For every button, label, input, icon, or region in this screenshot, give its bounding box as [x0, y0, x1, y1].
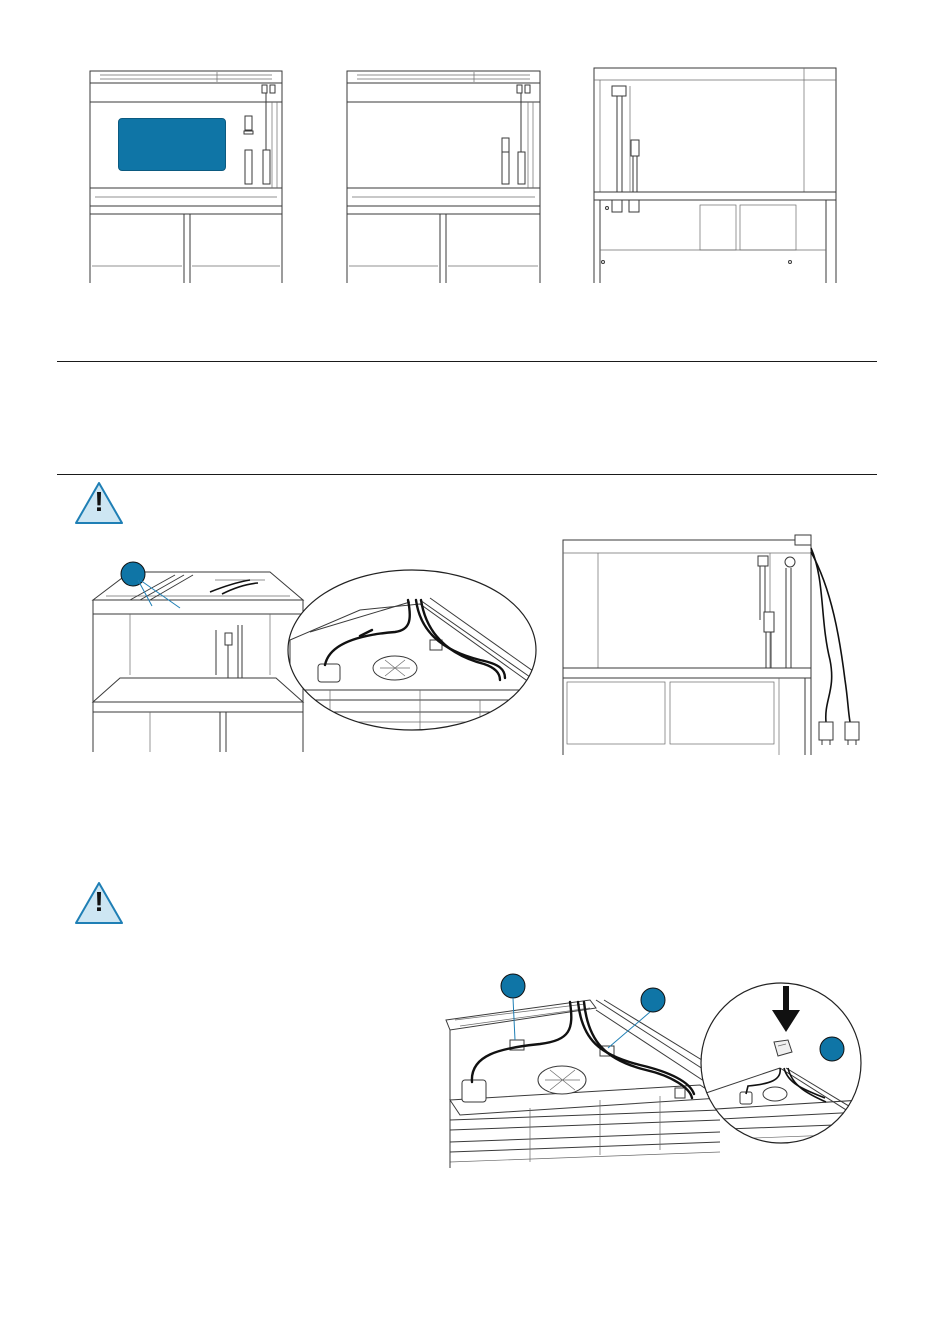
callout-marker-icon	[818, 1035, 848, 1065]
callout-marker-icon	[119, 560, 149, 590]
warning-glyph: !	[94, 486, 104, 517]
warning-glyph: !	[94, 886, 104, 917]
section-divider-bottom	[57, 474, 877, 475]
section-divider-top	[57, 361, 877, 362]
callout-marker-icon	[639, 986, 669, 1016]
accent-panel	[118, 118, 226, 171]
callout-marker-icon	[499, 972, 529, 1002]
arrow-down-icon	[766, 986, 806, 1036]
